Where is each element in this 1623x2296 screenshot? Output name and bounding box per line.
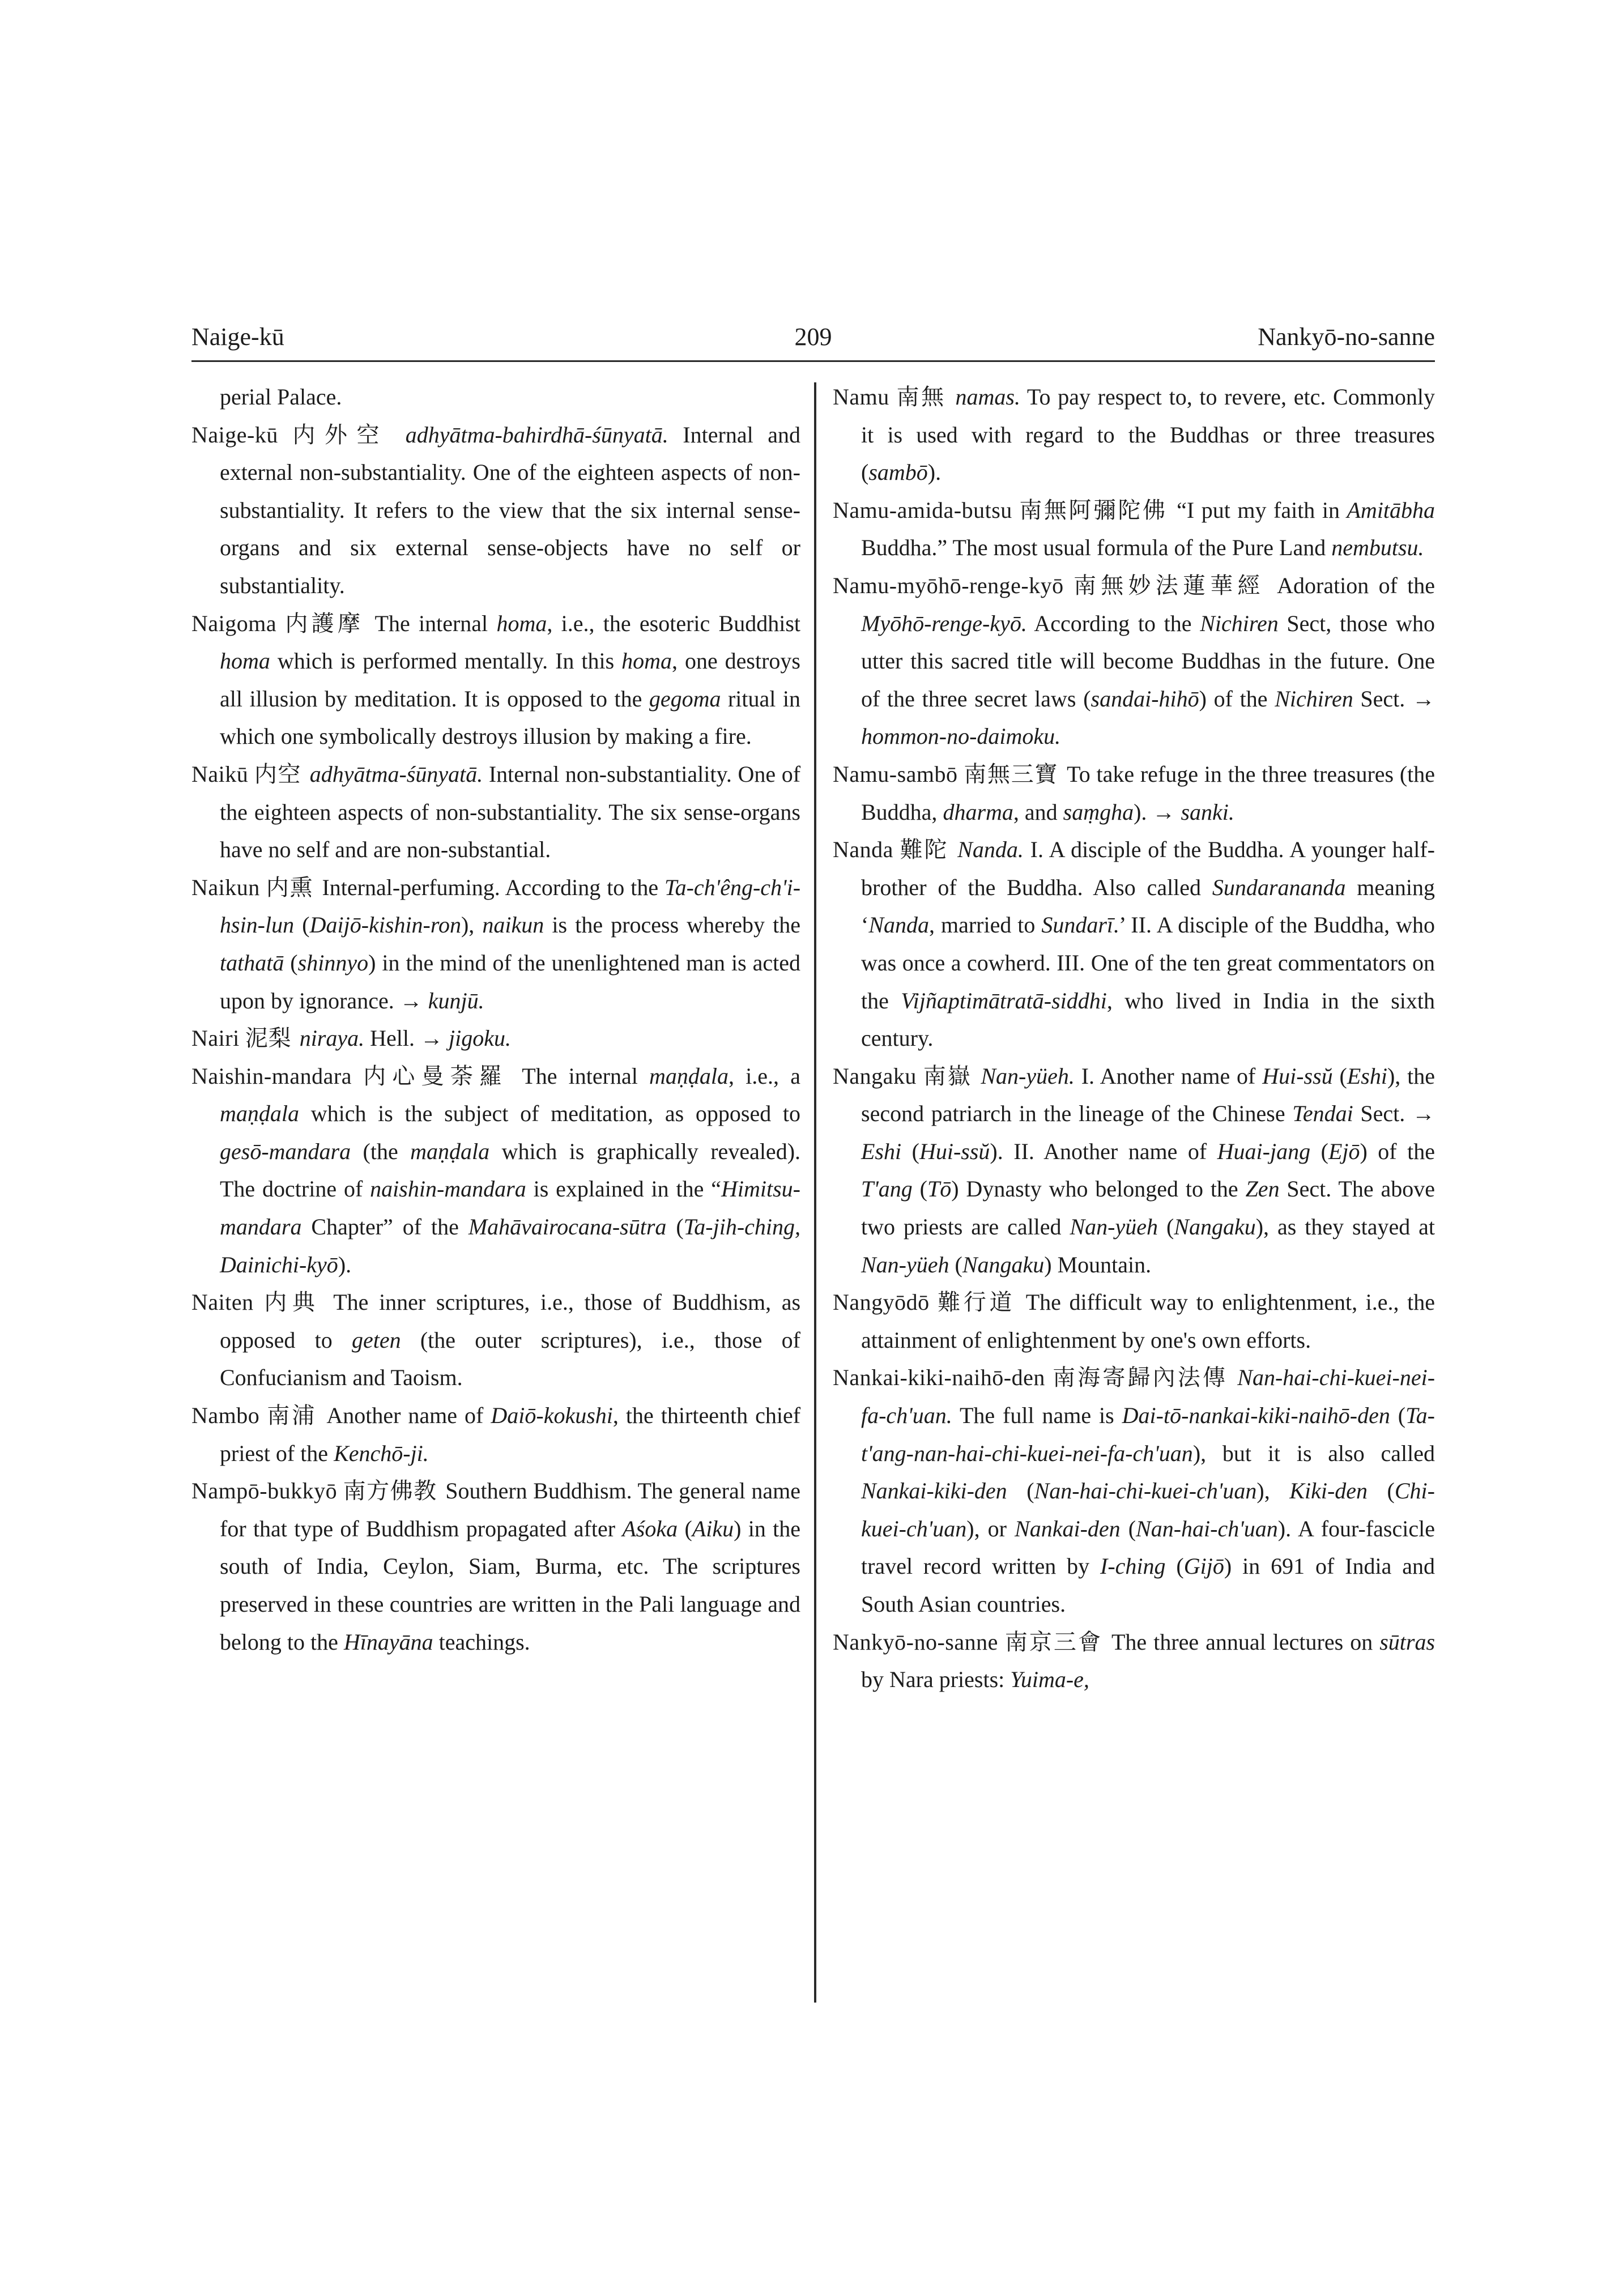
entry-term-italic: maṇḍala — [410, 1138, 490, 1164]
entry-headword: Naikun — [191, 874, 260, 900]
entry-term-italic: Nanda. — [957, 837, 1024, 863]
entry-term-italic: naikun — [482, 912, 544, 938]
entry-text: ). — [927, 459, 942, 485]
entry-text: The internal — [522, 1063, 649, 1089]
entry-text: ) Mountain. — [1044, 1251, 1152, 1277]
entry-continuation — [191, 378, 800, 416]
entry-text: According to the — [1026, 610, 1200, 636]
entry-text: (the outer scriptures), i.e., those of Confucianism and Taoism. — [220, 1327, 800, 1391]
entry-term-italic: Nangaku — [962, 1251, 1045, 1277]
dictionary-entry — [191, 605, 800, 756]
entry-term-italic: gegoma — [649, 685, 721, 712]
entry-term-italic: Nangaku — [1174, 1214, 1256, 1240]
entry-text: ( — [901, 1138, 919, 1164]
entry-text: The internal — [374, 610, 497, 636]
entry-term-italic: shinnyo — [297, 949, 369, 976]
entry-text: Internal-perfuming. According to the — [322, 874, 664, 900]
entry-text: ) in the mind of the unenlightened man is acted upon by ignorance. → — [220, 949, 800, 1013]
entry-term-italic: Ejō — [1328, 1138, 1360, 1164]
entry-kanji: 南方佛教 — [343, 1478, 437, 1504]
entry-term-italic: Nankai-den — [1015, 1515, 1121, 1541]
entry-text: ( — [666, 1214, 684, 1240]
entry-term-italic: Hīnayāna — [343, 1629, 433, 1655]
entry-kanji: 内空 — [254, 761, 302, 787]
entry-term-italic: Nan-hai-ch'uan — [1136, 1515, 1278, 1541]
entry-text: Internal non-substantiality. One of the eighteen aspects of non-substantiality. The six sense-organs have no self and are non-substantial. — [220, 761, 801, 863]
column-divider — [814, 382, 816, 2003]
entry-term-italic: sambō — [868, 459, 928, 485]
entry-term-italic: homa — [220, 648, 270, 674]
entry-text: Internal and external non-substantiality. One of the eighteen aspects of non-substantiality. It refers to the view that the six internal sense-organs and six external sense-objects have no self or substantiality. — [220, 421, 801, 598]
entry-text: ). II. Another name of — [990, 1138, 1217, 1164]
page-number: 209 — [794, 323, 832, 351]
entry-text: ( — [1120, 1515, 1136, 1541]
entry-text: , the thirteenth chief priest of the — [220, 1403, 801, 1466]
entry-term-italic: Nan-hai-chi-kuei-ch'uan — [1034, 1478, 1257, 1504]
entry-text: , who lived in India in the sixth century. — [861, 987, 1435, 1051]
entry-term-italic: Zen — [1245, 1176, 1280, 1202]
entry-text: Sect. → — [1353, 685, 1435, 712]
entry-text: ) in the south of India, Ceylon, Siam, Burma, etc. The scriptures preserved in these countries are written in the Pali language and belong to the — [220, 1515, 800, 1655]
entry-term-italic: sanki. — [1181, 799, 1234, 825]
entry-term-italic: hommon-no-daimoku. — [861, 723, 1061, 749]
entry-headword: Namu-amida-butsu — [833, 497, 1012, 523]
entry-term-italic: Tō — [927, 1176, 952, 1202]
entry-headword: Nankai-kiki-naihō-den — [833, 1365, 1045, 1391]
entry-text: perial Palace. — [220, 384, 342, 410]
entry-text: “I put my faith in — [1177, 497, 1347, 523]
dictionary-entry — [833, 492, 1435, 567]
entry-kanji: 泥梨 — [245, 1025, 292, 1051]
entry-text: ( — [1158, 1214, 1174, 1240]
entry-headword: Nambo — [191, 1403, 260, 1429]
entry-term-italic: Ta-t'ang-nan-hai-chi-kuei-nei-fa-ch'uan — [861, 1403, 1435, 1466]
entry-text: ( — [284, 949, 298, 976]
entry-text: ( — [294, 912, 310, 938]
entry-text: (the — [351, 1138, 411, 1164]
entry-term-italic: adhyātma-śūnyatā. — [309, 761, 483, 787]
entry-term-italic: Daijō-kishin-ron — [309, 912, 461, 938]
entry-term-italic: Eshi — [861, 1138, 902, 1164]
entry-text: The three annual lectures on — [1111, 1629, 1380, 1655]
entry-text: ( — [1368, 1478, 1395, 1504]
running-head — [191, 317, 1435, 357]
entry-text: which is performed mentally. In this — [270, 648, 622, 674]
entry-term-italic: Ta-ch'êng-ch'i-hsin-lun — [220, 874, 801, 938]
entry-text: Buddha.” The most usual formula of the Pure Land — [861, 535, 1332, 561]
entry-text: ( — [949, 1251, 962, 1277]
entry-text: ( — [1165, 1553, 1184, 1579]
entry-term-italic: jigoku. — [449, 1025, 511, 1051]
entry-text: ( — [1310, 1138, 1328, 1164]
entry-text: To pay respect to, to revere, etc. Commonly it is used with regard to the Buddhas or three treasures ( — [861, 384, 1435, 485]
entry-text: To take refuge in the three treasures (the Buddha, — [861, 761, 1435, 825]
entry-text: , i.e., a — [729, 1063, 800, 1089]
entry-kanji: 内護摩 — [285, 610, 364, 636]
entry-term-italic: Aśoka — [622, 1515, 678, 1541]
entry-text: , married to — [929, 912, 1042, 938]
entry-term-italic: Nanda — [868, 912, 930, 938]
entry-text: ), the second patriarch in the lineage of the Chinese — [861, 1063, 1435, 1127]
entry-text: I. A disciple of the Buddha. A younger half-brother of the Buddha. Also called — [861, 837, 1435, 900]
entry-term-italic: Huai-jang — [1217, 1138, 1311, 1164]
dictionary-entry — [191, 416, 800, 605]
entry-kanji: 内熏 — [266, 874, 314, 900]
entry-term-italic: Vijñaptimātratā-siddhi — [901, 987, 1107, 1013]
entry-term-italic: Ta-jih-ching, Dainichi-kyō — [220, 1214, 801, 1277]
entry-text: ( — [1390, 1403, 1406, 1429]
header-first-entry: Naige-kū — [191, 323, 284, 351]
entry-term-italic: Gijō — [1183, 1553, 1224, 1579]
entry-kanji: 南京三會 — [1004, 1629, 1102, 1655]
dictionary-entry — [833, 567, 1435, 756]
entry-kanji: 南無三寶 — [964, 761, 1059, 787]
entry-text: ). → — [1134, 799, 1181, 825]
entry-term-italic: adhyātma-bahirdhā-śūnyatā. — [405, 421, 668, 448]
entry-term-italic: sandai-hihō — [1090, 685, 1199, 712]
entry-term-italic: Amitābha — [1347, 497, 1435, 523]
entry-term-italic: Sundarananda — [1212, 874, 1346, 900]
entry-term-italic: Nichiren — [1200, 610, 1279, 636]
entry-term-italic: Tendai — [1292, 1101, 1353, 1127]
entry-term-italic: Yuima-e, — [1010, 1667, 1089, 1693]
entry-text: ( — [912, 1176, 927, 1202]
entry-term-italic: naishin-mandara — [370, 1176, 526, 1202]
entry-text: meaning ‘ — [861, 874, 1435, 938]
entry-text: ( — [678, 1515, 692, 1541]
entry-kanji: 南無阿彌陀佛 — [1019, 497, 1168, 523]
entry-text: ), — [1256, 1478, 1290, 1504]
entry-text: by Nara priests: — [861, 1667, 1011, 1693]
entry-text: ( — [1007, 1478, 1034, 1504]
entry-text: .’ II. A disciple of the Buddha, who was once a cowherd. III. One of the ten great commentators on the — [861, 912, 1435, 1013]
entry-kanji: 難行道 — [938, 1289, 1016, 1315]
entry-term-italic: niraya. — [299, 1025, 365, 1051]
entry-headword: Nangaku — [833, 1063, 917, 1089]
entry-kanji: 内心曼荼羅 — [363, 1063, 509, 1089]
entry-headword: Naigoma — [191, 610, 277, 636]
entry-term-italic: kunjū. — [428, 987, 484, 1013]
entry-text: which is the subject of meditation, as opposed to — [299, 1101, 800, 1127]
entry-term-italic: maṇḍala — [649, 1063, 729, 1089]
entry-term-italic: maṇḍala — [220, 1101, 299, 1127]
entry-headword: Naishin-mandara — [191, 1063, 352, 1089]
entry-text: Another name of — [326, 1403, 491, 1429]
entry-text: which is graphically revealed). The doctrine of — [220, 1138, 801, 1202]
entry-text: Sect. → — [1353, 1101, 1435, 1127]
entry-headword: Nairi — [191, 1025, 240, 1051]
entry-text: , one destroys all illusion by meditation. It is opposed to the — [220, 648, 800, 712]
entry-text: ) of the — [1360, 1138, 1435, 1164]
entry-term-italic: homa — [621, 648, 672, 674]
entry-kanji: 南無 — [896, 384, 946, 410]
entry-term-italic: Kenchō-ji. — [334, 1440, 429, 1466]
entry-headword: Naige-kū — [191, 421, 278, 448]
entry-kanji: 南無妙法蓮華經 — [1073, 572, 1265, 598]
entry-term-italic: Hui-ssŭ — [1262, 1063, 1333, 1089]
dictionary-entry — [191, 1058, 800, 1284]
entry-text: , i.e., the esoteric Buddhist — [547, 610, 801, 636]
entry-headword: Naiten — [191, 1289, 254, 1315]
entry-headword: Namu-sambō — [833, 761, 958, 787]
entry-term-italic: gesō-mandara — [220, 1138, 351, 1164]
header-last-entry: Nankyō-no-sanne — [1258, 323, 1435, 351]
entry-text: ), but it is also called — [1192, 1440, 1435, 1466]
entry-text: ) of the — [1199, 685, 1275, 712]
entry-term-italic: homa — [496, 610, 547, 636]
entry-text: ), — [461, 912, 483, 938]
entry-term-italic: Nichiren — [1275, 685, 1353, 712]
entry-text: Sect, those who utter this sacred title will become Buddhas in the future. One of the three secret laws ( — [861, 610, 1435, 712]
entry-term-italic: tathatā — [220, 949, 284, 976]
entry-text: is the process whereby the — [544, 912, 801, 938]
entry-text: teachings. — [433, 1629, 530, 1655]
entry-text: The inner scriptures, i.e., those of Buddhism, as opposed to — [220, 1289, 801, 1353]
entry-term-italic: nembutsu. — [1331, 535, 1424, 561]
right-column — [833, 378, 1435, 1699]
entry-term-italic: Mahāvairocana-sūtra — [468, 1214, 667, 1240]
entry-term-italic: sūtras — [1379, 1629, 1435, 1655]
dictionary-entry — [833, 1624, 1435, 1699]
entry-term-italic: dharma — [943, 799, 1013, 825]
entry-text: is explained in the “ — [526, 1176, 721, 1202]
entry-term-italic: Nan-yüeh — [1070, 1214, 1158, 1240]
entry-text: ritual in which one symbolically destroys illusion by making a fire. — [220, 685, 800, 749]
entry-text: , and — [1013, 799, 1063, 825]
entry-text: Sect. The above two priests are called — [861, 1176, 1435, 1240]
entry-term-italic: Nan-yüeh. — [981, 1063, 1075, 1089]
entry-text: ). — [338, 1251, 352, 1277]
entry-headword: Nangyōdō — [833, 1289, 930, 1315]
entry-headword: Nankyō-no-sanne — [833, 1629, 998, 1655]
entry-term-italic: Dai-tō-nankai-kiki-naihō-den — [1122, 1403, 1390, 1429]
entry-term-italic: Kiki-den — [1289, 1478, 1368, 1504]
entry-term-italic: Nan-yüeh — [861, 1251, 949, 1277]
entry-kanji: 内典 — [264, 1289, 321, 1315]
entry-term-italic: Myōhō-renge-kyō. — [861, 610, 1027, 636]
entry-text: Hell. → — [364, 1025, 449, 1051]
header-rule — [191, 360, 1435, 362]
entry-text: ), or — [966, 1515, 1015, 1541]
entry-text: The difficult way to enlightenment, i.e., the attainment of enlightenment by one's own efforts. — [861, 1289, 1435, 1353]
entry-term-italic: T'ang — [861, 1176, 913, 1202]
dictionary-entry — [191, 1397, 800, 1472]
entry-term-italic: Hui-ssŭ — [919, 1138, 990, 1164]
entry-headword: Namu-myōhō-renge-kyō — [833, 572, 1064, 598]
entry-term-italic: Himitsu-mandara — [220, 1176, 800, 1240]
entry-term-italic: namas. — [955, 384, 1020, 410]
entry-term-italic: Aiku — [692, 1515, 734, 1541]
entry-term-italic: Sundarī — [1041, 912, 1114, 938]
dictionary-entry — [191, 1284, 800, 1397]
entry-text: ), as they stayed at — [1255, 1214, 1435, 1240]
entry-text: Chapter” of the — [301, 1214, 468, 1240]
entry-kanji: 南嶽 — [923, 1063, 972, 1089]
dictionary-entry — [191, 756, 800, 869]
entry-kanji: 南海寄歸內法傳 — [1053, 1365, 1228, 1391]
dictionary-entry — [833, 756, 1435, 831]
entry-term-italic: Nankai-kiki-den — [861, 1478, 1007, 1504]
entry-term-italic: Nan-hai-chi-kuei-nei-fa-ch'uan. — [861, 1365, 1435, 1429]
dictionary-entry — [191, 869, 800, 1020]
dictionary-entry — [191, 1020, 800, 1058]
dictionary-entry — [833, 831, 1435, 1058]
entry-text: I. Another name of — [1074, 1063, 1263, 1089]
entry-kanji: 難陀 — [900, 837, 949, 863]
entry-headword: Naikū — [191, 761, 249, 787]
entry-text: The full name is — [952, 1403, 1122, 1429]
entry-text: ( — [1332, 1063, 1347, 1089]
entry-text: ) Dynasty who belonged to the — [951, 1176, 1246, 1202]
dictionary-entry — [833, 1284, 1435, 1359]
entry-headword: Nanda — [833, 837, 893, 863]
entry-headword: Namu — [833, 384, 889, 410]
entry-text: Southern Buddhism. The general name for that type of Buddhism propagated after — [220, 1478, 801, 1541]
entry-text: Adoration of the — [1277, 572, 1435, 598]
entry-headword: Nampō-bukkyō — [191, 1478, 338, 1504]
entry-term-italic: I-ching — [1100, 1553, 1166, 1579]
dictionary-entry — [191, 1472, 800, 1661]
dictionary-entry — [833, 1058, 1435, 1284]
entry-term-italic: saṃgha — [1063, 799, 1134, 825]
entry-term-italic: geten — [351, 1327, 401, 1353]
entry-term-italic: Daiō-kokushi — [491, 1403, 613, 1429]
entry-term-italic: Eshi — [1347, 1063, 1387, 1089]
entry-text: ) in 691 of India and South Asian countries. — [861, 1553, 1435, 1617]
left-column — [191, 378, 800, 1661]
entry-term-italic: Chi-kuei-ch'uan — [861, 1478, 1435, 1541]
dictionary-entry — [833, 1359, 1435, 1623]
entry-text: ). A four-fascicle travel record written by — [861, 1515, 1435, 1579]
dictionary-entry — [833, 378, 1435, 492]
entry-kanji: 内外空 — [292, 421, 389, 448]
entry-kanji: 南浦 — [267, 1403, 317, 1429]
